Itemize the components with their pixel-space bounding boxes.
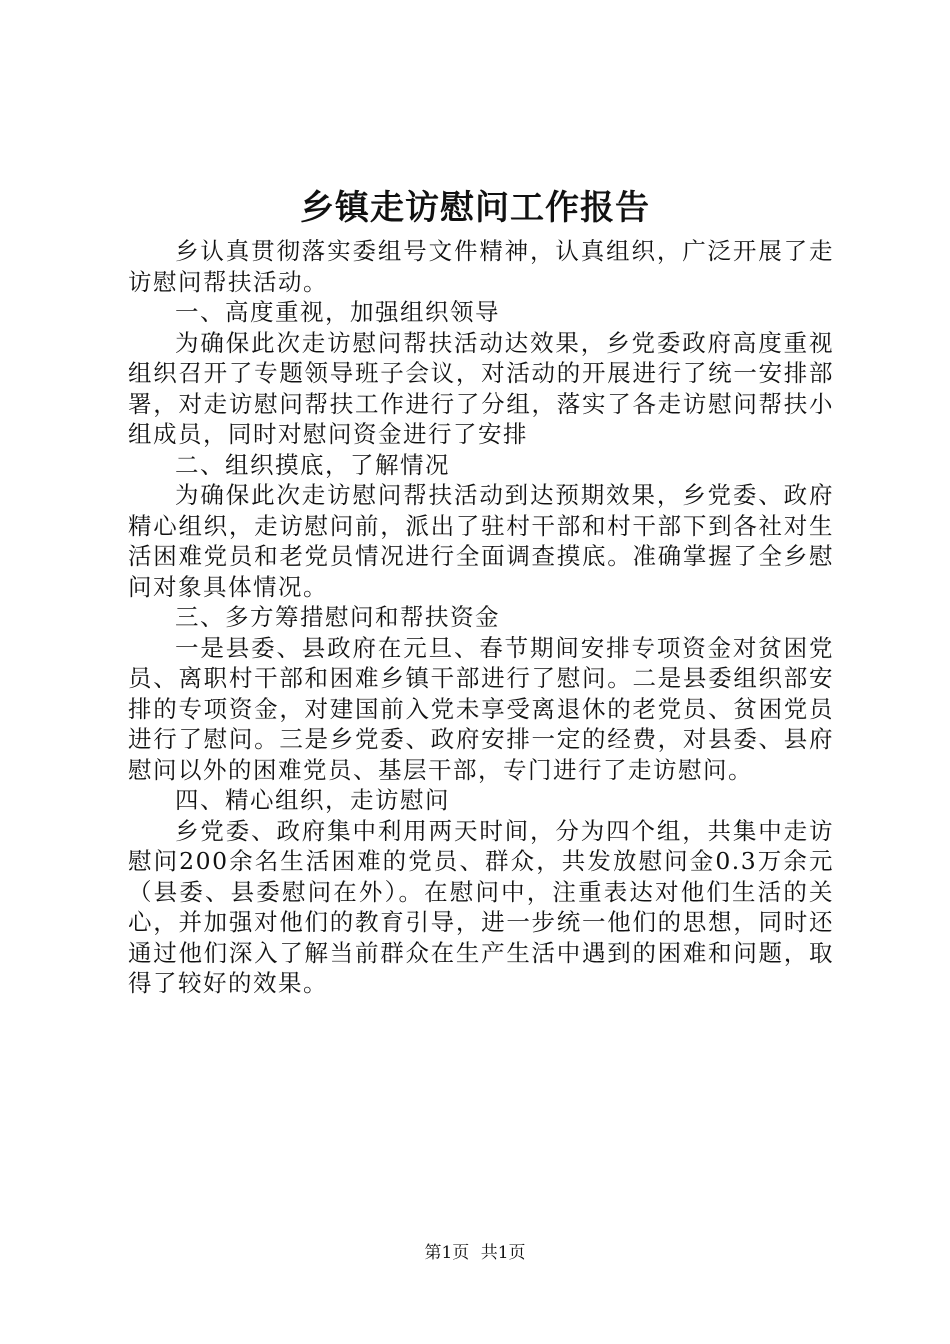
section-heading-4: 四、精心组织，走访慰问	[175, 786, 450, 814]
section-paragraph-2: 为确保此次走访慰问帮扶活动到达预期效果，乡党委、政府精心组织，走访慰问前，派出了驻村干部和村干部下到各社对生活困难党员和老党员情况进行全面调查摸底。准确掌握了全乡慰问对象具体情况。	[128, 481, 834, 601]
page-footer	[0, 1242, 950, 1264]
section-paragraph-1: 为确保此次走访慰问帮扶活动达效果，乡党委政府高度重视组织召开了专题领导班子会议，对活动的开展进行了统一安排部署，对走访慰问帮扶工作进行了分组，落实了各走访慰问帮扶小组成员，同时对慰问资金进行了安排	[128, 328, 834, 448]
document-title: 乡镇走访慰问工作报告	[300, 188, 650, 228]
section-heading-1: 一、高度重视，加强组织领导	[175, 298, 500, 326]
section-heading-2: 二、组织摸底，了解情况	[175, 450, 450, 479]
section-paragraph-4: 乡党委、政府集中利用两天时间，分为四个组，共集中走访慰问200余名生活困难的党员、群众，共发放慰问金0.3万余元（县委、县委慰问在外）。在慰问中，注重表达对他们生活的关心，并加强对他们的教育引导，进一步统一他们的思想，同时还通过他们深入了解当前群众在生产生活中遇到的困难和问题，取得了较好的效果。	[128, 816, 834, 997]
section-heading-3: 三、多方筹措慰问和帮扶资金	[175, 603, 500, 631]
page-number: 第1页	[424, 1243, 470, 1263]
intro-paragraph: 乡认真贯彻落实委组号文件精神，认真组织，广泛开展了走访慰问帮扶活动。	[128, 237, 834, 296]
document-body	[128, 236, 834, 999]
page-total: 共1页	[480, 1243, 526, 1263]
section-paragraph-3: 一是县委、县政府在元旦、春节期间安排专项资金对贫困党员、离职村干部和困难乡镇干部进行了慰问。二是县委组织部安排的专项资金，对建国前入党未享受离退休的老党员、贫困党员进行了慰问。三是乡党委、政府安排一定的经费，对县委、县府慰问以外的困难党员、基层干部，专门进行了走访慰问。	[128, 633, 834, 784]
